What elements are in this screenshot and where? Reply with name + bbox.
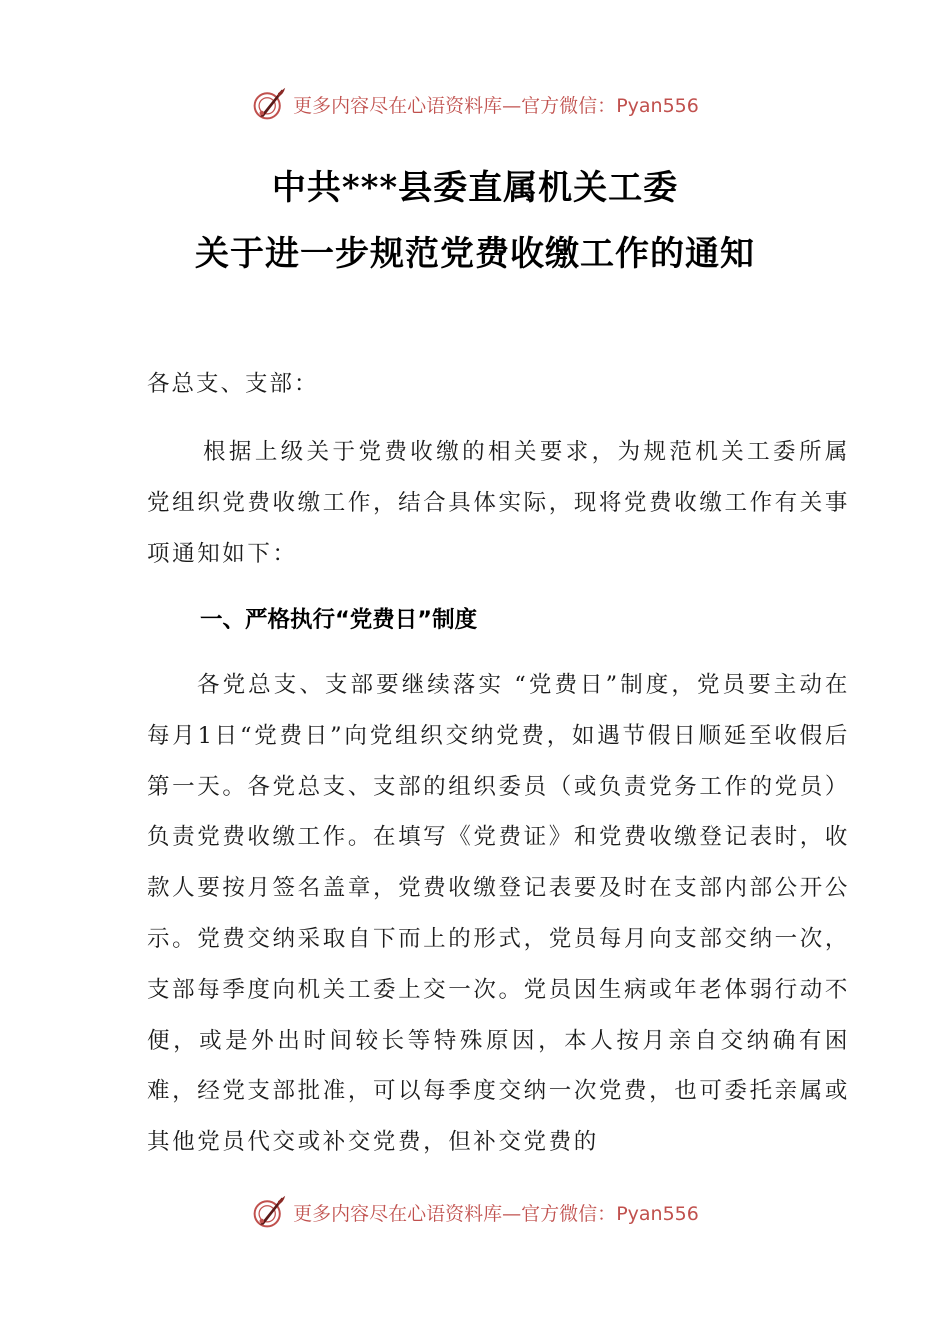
quill-logo-icon [251,1194,287,1230]
salutation: 各总支、支部： [147,371,319,397]
watermark-wechat-id: Pyan556 [616,94,699,117]
watermark-text: 更多内容尽在心语资料库 [293,1202,503,1225]
watermark-dash: — [502,94,522,117]
quill-logo-icon [251,86,287,122]
footer-watermark [0,1192,950,1232]
document-title-line1: 中共***县委直属机关工委 [271,168,679,208]
watermark-wechat-id: Pyan556 [616,1202,699,1225]
document-title-line2: 关于进一步规范党费收缴工作的通知 [195,234,755,274]
section-heading: 一、严格执行“党费日”制度 [200,607,478,633]
watermark-dash: — [502,1202,522,1225]
intro-paragraph: 根据上级关于党费收缴的相关要求，为规范机关工委所属党组织党费收缴工作，结合具体实际，现将党费收缴工作有关事项通知如下： [147,439,850,567]
watermark-text: 更多内容尽在心语资料库 [293,94,503,117]
section-paragraph: 各党总支、支部要继续落实 “党费日”制度，党员要主动在每月1日“党费日”向党组织交纳党费，如遇节假日顺延至收假后第一天。各党总支、支部的组织委员（或负责党务工作的党员）负责党费收缴工作。在填写《党费证》和党费收缴登记表时，收款人要按月签名盖章，党费收缴登记表要及时在支部内部公开公示。党费交纳采取自下而上的形式，党员每月向支部交纳一次，支部每季度向机关工委上交一次。党员因生病或年老体弱行动不便，或是外出时间较长等特殊原因，本人按月亲自交纳确有困难，经党支部批准，可以每季度交纳一次党费，也可委托亲属或其他党员代交或补交党费，但补交党费的 [147,672,850,1156]
header-watermark [0,84,950,124]
watermark-official-label: 官方微信： [521,94,617,117]
watermark-official-label: 官方微信： [521,1202,617,1225]
